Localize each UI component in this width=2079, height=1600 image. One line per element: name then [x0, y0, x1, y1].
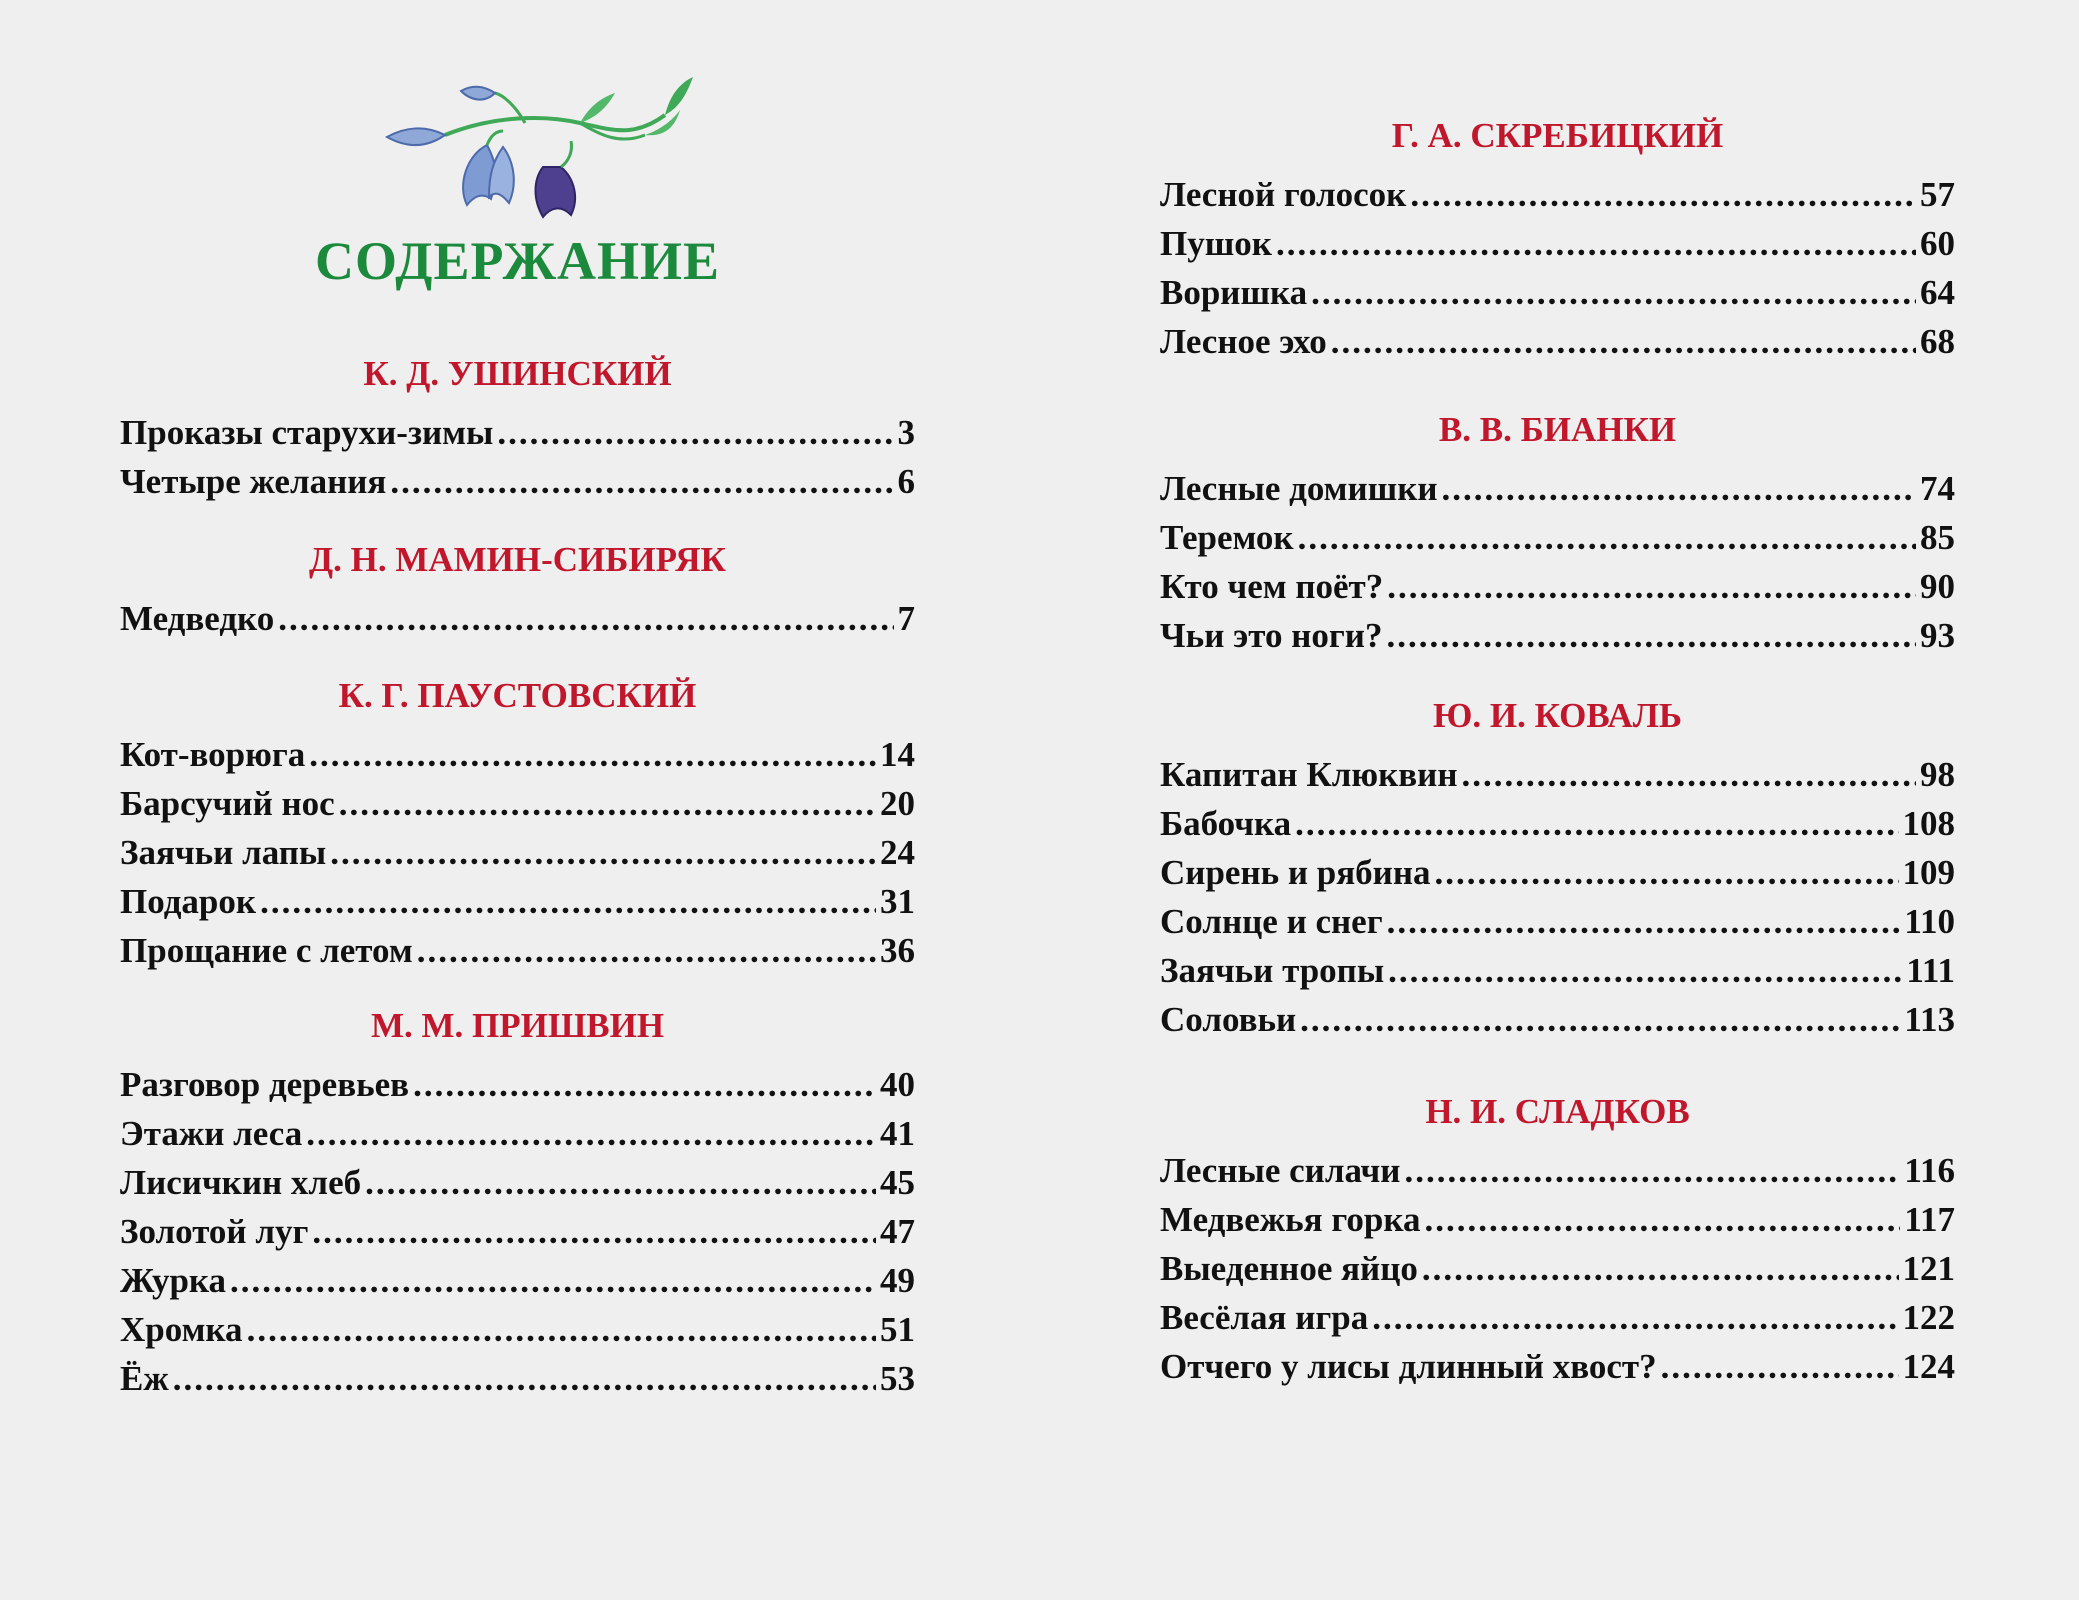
dot-leader [390, 457, 893, 506]
author-section [1160, 690, 1955, 1044]
page-number: 3 [897, 413, 915, 452]
dot-leader [247, 1305, 876, 1354]
dot-leader [1386, 611, 1916, 660]
contents-heading: СОДЕРЖАНИЕ [315, 231, 720, 291]
entry-title: Воришка [1160, 273, 1308, 312]
author-section [1160, 110, 1955, 366]
entry-title: Золотой луг [120, 1212, 309, 1251]
author-name: К. Д. УШИНСКИЙ [363, 354, 672, 393]
toc-entry[interactable] [1160, 897, 1955, 946]
bellflower-ornament-icon [375, 75, 705, 225]
dot-leader [230, 1256, 876, 1305]
page-number: 111 [1906, 951, 1955, 990]
dot-leader [309, 730, 876, 779]
entry-title: Четыре желания [120, 462, 387, 501]
entry-title: Соловьи [1160, 1000, 1297, 1039]
entry-title: Бабочка [1160, 804, 1292, 843]
dot-leader [1442, 464, 1916, 513]
toc-entry[interactable] [1160, 513, 1955, 562]
page-number: 85 [1920, 518, 1955, 557]
entry-title: Хромка [120, 1310, 243, 1349]
toc-entry[interactable] [120, 594, 915, 643]
toc-entry[interactable] [120, 408, 915, 457]
toc-entry[interactable] [120, 1256, 915, 1305]
author-name: В. В. БИАНКИ [1438, 410, 1677, 449]
entry-title: Медвежья горка [1160, 1200, 1421, 1239]
dot-leader [312, 1207, 876, 1256]
page-number: 41 [880, 1114, 915, 1153]
dot-leader [1424, 1195, 1900, 1244]
entry-title: Капитан Клюквин [1160, 755, 1458, 794]
toc-entry[interactable] [1160, 848, 1955, 897]
page-number: 14 [880, 735, 915, 774]
toc-entry[interactable] [1160, 464, 1955, 513]
entry-title: Лесной голосок [1160, 175, 1407, 214]
page-number: 122 [1902, 1298, 1955, 1337]
toc-entry[interactable] [1160, 562, 1955, 611]
dot-leader [1435, 848, 1899, 897]
dot-leader [1276, 219, 1916, 268]
toc-entry[interactable] [120, 1305, 915, 1354]
entry-title: Лесные силачи [1160, 1151, 1401, 1190]
page-number: 68 [1920, 322, 1955, 361]
page-number: 117 [1904, 1200, 1955, 1239]
dot-leader [260, 877, 876, 926]
page-number: 57 [1920, 175, 1955, 214]
page-number: 45 [880, 1163, 915, 1202]
entry-title: Кто чем поёт? [1160, 567, 1384, 606]
page-number: 121 [1902, 1249, 1955, 1288]
author-name: Ю. И. КОВАЛЬ [1433, 696, 1682, 735]
dot-leader [497, 408, 893, 457]
dot-leader [1388, 946, 1902, 995]
toc-entry[interactable] [1160, 317, 1955, 366]
entry-title: Лесное эхо [1160, 322, 1327, 361]
toc-entry[interactable] [120, 877, 915, 926]
author-name: М. М. ПРИШВИН [370, 1006, 665, 1045]
author-section [120, 1000, 915, 1403]
entry-title: Лисичкин хлеб [120, 1163, 362, 1202]
entry-title: Барсучий нос [120, 784, 335, 823]
dot-leader [1295, 799, 1898, 848]
page-number: 109 [1902, 853, 1955, 892]
entry-title: Выеденное яйцо [1160, 1249, 1418, 1288]
entry-title: Отчего у лисы длинный хвост? [1160, 1347, 1657, 1386]
dot-leader [417, 926, 876, 975]
author-section [120, 670, 915, 975]
page-number: 6 [897, 462, 915, 501]
toc-entry[interactable] [120, 1060, 915, 1109]
author-section [1160, 1086, 1955, 1391]
author-section [1160, 404, 1955, 660]
entry-title: Сирень и рябина [1160, 853, 1431, 892]
toc-entry[interactable] [1160, 946, 1955, 995]
toc-entry[interactable] [1160, 170, 1955, 219]
page-number: 31 [880, 882, 915, 921]
page-number: 74 [1920, 469, 1955, 508]
toc-entry[interactable] [120, 1207, 915, 1256]
toc-entry[interactable] [1160, 611, 1955, 660]
dot-leader [1300, 995, 1900, 1044]
toc-entry[interactable] [1160, 1146, 1955, 1195]
page-number: 24 [880, 833, 915, 872]
page-number: 116 [1904, 1151, 1955, 1190]
page-number: 51 [880, 1310, 915, 1349]
toc-entry[interactable] [1160, 995, 1955, 1044]
author-name: К. Г. ПАУСТОВСКИЙ [338, 676, 697, 715]
author-name: Д. Н. МАМИН-СИБИРЯК [309, 540, 726, 579]
entry-title: Кот-ворюга [120, 735, 306, 774]
page-number: 98 [1920, 755, 1955, 794]
dot-leader [1387, 562, 1916, 611]
dot-leader [1387, 897, 1901, 946]
toc-entry[interactable] [1160, 1244, 1955, 1293]
page-number: 93 [1920, 616, 1955, 655]
entry-title: Прощание с летом [120, 931, 413, 970]
dot-leader [306, 1109, 876, 1158]
page-number: 108 [1902, 804, 1955, 843]
author-section [120, 534, 915, 643]
dot-leader [1298, 513, 1916, 562]
toc-entry[interactable] [1160, 268, 1955, 317]
toc-entry[interactable] [1160, 1293, 1955, 1342]
toc-entry[interactable] [120, 779, 915, 828]
entry-title: Теремок [1160, 518, 1294, 557]
dot-leader [1410, 170, 1916, 219]
dot-leader [1311, 268, 1916, 317]
toc-entry[interactable] [1160, 1342, 1955, 1391]
dot-leader [1661, 1342, 1899, 1391]
entry-title: Этажи леса [120, 1114, 303, 1153]
entry-title: Медведко [120, 599, 275, 638]
dot-leader [1331, 317, 1916, 366]
toc-entry[interactable] [120, 1354, 915, 1403]
dot-leader [1422, 1244, 1899, 1293]
toc-entry[interactable] [120, 828, 915, 877]
toc-entry[interactable] [1160, 750, 1955, 799]
entry-title: Проказы старухи-зимы [120, 413, 494, 452]
entry-title: Чьи это ноги? [1160, 616, 1383, 655]
dot-leader [1404, 1146, 1900, 1195]
entry-title: Ёж [120, 1359, 169, 1398]
entry-title: Заячьи тропы [1160, 951, 1385, 990]
entry-title: Журка [120, 1261, 227, 1300]
toc-entry[interactable] [120, 1109, 915, 1158]
page-number: 7 [897, 599, 915, 638]
page-number: 90 [1920, 567, 1955, 606]
dot-leader [365, 1158, 876, 1207]
dot-leader [1461, 750, 1916, 799]
dot-leader [278, 594, 893, 643]
page-number: 124 [1902, 1347, 1955, 1386]
page-number: 60 [1920, 224, 1955, 263]
toc-entry[interactable] [1160, 219, 1955, 268]
toc-entry[interactable] [120, 1158, 915, 1207]
page-number: 113 [1904, 1000, 1955, 1039]
page-number: 49 [880, 1261, 915, 1300]
author-section [120, 348, 915, 506]
dot-leader [330, 828, 876, 877]
entry-title: Солнце и снег [1160, 902, 1383, 941]
dot-leader [339, 779, 876, 828]
page-number: 36 [880, 931, 915, 970]
toc-entry[interactable] [1160, 1195, 1955, 1244]
toc-entry[interactable] [1160, 799, 1955, 848]
page-number: 53 [880, 1359, 915, 1398]
dot-leader [173, 1354, 876, 1403]
author-name: Н. И. СЛАДКОВ [1425, 1092, 1690, 1131]
toc-entry[interactable] [120, 926, 915, 975]
entry-title: Весёлая игра [1160, 1298, 1369, 1337]
toc-entry[interactable] [120, 730, 915, 779]
entry-title: Подарок [120, 882, 257, 921]
dot-leader [1372, 1293, 1898, 1342]
dot-leader [413, 1060, 876, 1109]
page-number: 40 [880, 1065, 915, 1104]
toc-entry[interactable] [120, 457, 915, 506]
entry-title: Заячьи лапы [120, 833, 327, 872]
page-number: 110 [1904, 902, 1955, 941]
entry-title: Лесные домишки [1160, 469, 1438, 508]
entry-title: Разговор деревьев [120, 1065, 410, 1104]
author-name: Г. А. СКРЕБИЦКИЙ [1391, 116, 1724, 155]
page-number: 64 [1920, 273, 1955, 312]
entry-title: Пушок [1160, 224, 1272, 263]
page-number: 47 [880, 1212, 915, 1251]
page-number: 20 [880, 784, 915, 823]
